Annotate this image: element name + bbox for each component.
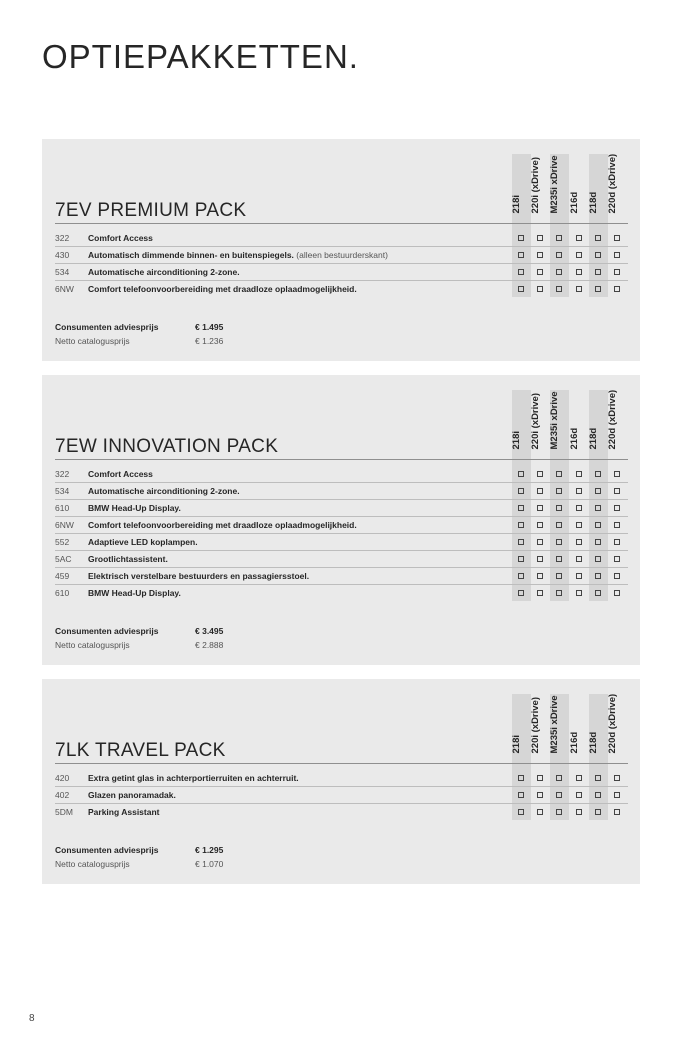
checkbox-icon [614, 235, 620, 241]
checkbox-icon [556, 286, 562, 292]
option-code: 5DM [55, 807, 73, 817]
column-header-216d: 216d [568, 191, 580, 214]
option-code: 322 [55, 469, 70, 479]
checkbox-icon [614, 505, 620, 511]
checkbox-icon [537, 573, 543, 579]
column-header-218i: 218i [510, 735, 522, 754]
checkbox-icon [595, 792, 601, 798]
option-row [55, 787, 628, 804]
checkbox-icon [595, 505, 601, 511]
consumer-price-label: Consumenten adviesprijs [55, 845, 159, 855]
checkbox-icon [537, 505, 543, 511]
option-description: BMW Head-Up Display. [88, 503, 181, 513]
checkbox-icon [614, 590, 620, 596]
checkbox-icon [576, 505, 582, 511]
checkbox-icon [576, 556, 582, 562]
option-code: 322 [55, 233, 70, 243]
checkbox-icon [537, 235, 543, 241]
checkbox-icon [595, 573, 601, 579]
option-row [55, 466, 628, 483]
checkbox-icon [518, 556, 524, 562]
column-header-216d: 216d [568, 731, 580, 754]
option-description: Extra getint glas in achterportierruiten en achterruit. [88, 773, 299, 783]
option-code: 610 [55, 588, 70, 598]
option-row [55, 230, 628, 247]
checkbox-icon [537, 556, 543, 562]
checkbox-icon [614, 286, 620, 292]
column-header-218i: 218i [510, 195, 522, 214]
option-code: 534 [55, 486, 70, 496]
checkbox-icon [614, 488, 620, 494]
checkbox-icon [518, 809, 524, 815]
pack-title: 7LK TRAVEL PACK [55, 740, 226, 761]
checkbox-icon [537, 488, 543, 494]
option-row [55, 247, 628, 264]
checkbox-icon [595, 590, 601, 596]
option-code: 430 [55, 250, 70, 260]
checkbox-icon [576, 252, 582, 258]
checkbox-icon [595, 488, 601, 494]
net-price-label: Netto catalogusprijs [55, 336, 130, 346]
option-code: 534 [55, 267, 70, 277]
checkbox-icon [518, 269, 524, 275]
column-header-m235i: M235i xDrive [548, 391, 560, 450]
checkbox-icon [537, 792, 543, 798]
checkbox-icon [576, 471, 582, 477]
checkbox-icon [537, 522, 543, 528]
checkbox-icon [537, 590, 543, 596]
checkbox-icon [518, 522, 524, 528]
checkbox-icon [556, 590, 562, 596]
option-note: (alleen bestuurderskant) [296, 250, 388, 260]
option-row [55, 483, 628, 500]
column-header-216d: 216d [568, 427, 580, 450]
checkbox-icon [576, 488, 582, 494]
checkbox-icon [518, 471, 524, 477]
checkbox-icon [518, 488, 524, 494]
page-title: OPTIEPAKKETTEN. [42, 38, 359, 75]
option-row [55, 804, 628, 821]
option-description: Comfort Access [88, 233, 153, 243]
checkbox-icon [576, 792, 582, 798]
checkbox-icon [576, 269, 582, 275]
column-header-220d: 220d (xDrive) [606, 153, 618, 214]
checkbox-icon [537, 252, 543, 258]
option-code: 6NW [55, 520, 74, 530]
checkbox-icon [595, 235, 601, 241]
consumer-price: € 1.295 [195, 845, 224, 855]
checkbox-icon [614, 252, 620, 258]
consumer-price-label: Consumenten adviesprijs [55, 626, 159, 636]
checkbox-icon [614, 539, 620, 545]
checkbox-icon [556, 235, 562, 241]
checkbox-icon [537, 286, 543, 292]
checkbox-icon [518, 235, 524, 241]
option-code: 6NW [55, 284, 74, 294]
column-header-m235i: M235i xDrive [548, 695, 560, 754]
checkbox-icon [537, 775, 543, 781]
consumer-price: € 3.495 [195, 626, 224, 636]
checkbox-icon [595, 809, 601, 815]
option-row [55, 585, 628, 602]
option-description: Comfort telefoonvoorbereiding met draadloze oplaadmogelijkheid. [88, 520, 357, 530]
column-header-220d: 220d (xDrive) [606, 693, 618, 754]
checkbox-icon [576, 522, 582, 528]
checkbox-icon [518, 792, 524, 798]
option-row [55, 517, 628, 534]
option-code: 552 [55, 537, 70, 547]
checkbox-icon [518, 505, 524, 511]
option-description: Adaptieve LED koplampen. [88, 537, 198, 547]
consumer-price-label: Consumenten adviesprijs [55, 322, 159, 332]
net-price-label: Netto catalogusprijs [55, 640, 130, 650]
option-description: Grootlichtassistent. [88, 554, 168, 564]
pack-title: 7EW INNOVATION PACK [55, 436, 279, 457]
option-row [55, 770, 628, 787]
option-description: Automatische airconditioning 2-zone. [88, 267, 240, 277]
column-header-218i: 218i [510, 431, 522, 450]
checkbox-icon [614, 775, 620, 781]
checkbox-icon [576, 573, 582, 579]
pack-premium [42, 139, 640, 361]
checkbox-icon [576, 590, 582, 596]
checkbox-icon [556, 809, 562, 815]
checkbox-icon [614, 269, 620, 275]
option-row [55, 264, 628, 281]
checkbox-icon [556, 539, 562, 545]
option-description: Comfort Access [88, 469, 153, 479]
column-header-220i: 220i (xDrive) [529, 392, 541, 450]
checkbox-icon [614, 522, 620, 528]
checkbox-icon [556, 505, 562, 511]
title-divider [55, 223, 628, 224]
option-row [55, 568, 628, 585]
checkbox-icon [614, 792, 620, 798]
page-number: 8 [29, 1013, 35, 1024]
option-row [55, 500, 628, 517]
option-code: 5AC [55, 554, 72, 564]
checkbox-icon [614, 573, 620, 579]
net-price: € 1.236 [195, 336, 224, 346]
column-header-218d: 218d [587, 427, 599, 450]
option-description: Automatische airconditioning 2-zone. [88, 486, 240, 496]
checkbox-icon [595, 286, 601, 292]
checkbox-icon [537, 809, 543, 815]
checkbox-icon [576, 809, 582, 815]
checkbox-icon [595, 775, 601, 781]
column-header-m235i: M235i xDrive [548, 155, 560, 214]
option-description: Comfort telefoonvoorbereiding met draadloze oplaadmogelijkheid. [88, 284, 357, 294]
option-code: 459 [55, 571, 70, 581]
checkbox-icon [556, 252, 562, 258]
checkbox-icon [576, 286, 582, 292]
checkbox-icon [614, 471, 620, 477]
checkbox-icon [556, 573, 562, 579]
checkbox-icon [576, 235, 582, 241]
checkbox-icon [518, 573, 524, 579]
checkbox-icon [556, 471, 562, 477]
net-price: € 1.070 [195, 859, 224, 869]
title-divider [55, 763, 628, 764]
checkbox-icon [556, 488, 562, 494]
consumer-price: € 1.495 [195, 322, 224, 332]
checkbox-icon [537, 269, 543, 275]
checkbox-icon [595, 471, 601, 477]
option-description: Elektrisch verstelbare bestuurders en passagiersstoel. [88, 571, 310, 581]
option-description: Parking Assistant [88, 807, 160, 817]
checkbox-icon [614, 809, 620, 815]
checkbox-icon [556, 556, 562, 562]
checkbox-icon [595, 539, 601, 545]
checkbox-icon [595, 269, 601, 275]
checkbox-icon [537, 471, 543, 477]
checkbox-icon [556, 269, 562, 275]
checkbox-icon [518, 252, 524, 258]
checkbox-icon [576, 775, 582, 781]
option-code: 610 [55, 503, 70, 513]
option-description: BMW Head-Up Display. [88, 588, 181, 598]
option-description: Automatisch dimmende binnen- en buitenspiegels. (alleen bestuurderskant) [88, 250, 388, 260]
option-row [55, 281, 628, 298]
column-header-218d: 218d [587, 731, 599, 754]
checkbox-icon [595, 252, 601, 258]
checkbox-icon [595, 556, 601, 562]
checkbox-icon [556, 792, 562, 798]
column-header-220d: 220d (xDrive) [606, 389, 618, 450]
net-price-label: Netto catalogusprijs [55, 859, 130, 869]
checkbox-icon [518, 590, 524, 596]
pack-travel [42, 679, 640, 884]
checkbox-icon [518, 286, 524, 292]
net-price: € 2.888 [195, 640, 224, 650]
checkbox-icon [556, 522, 562, 528]
checkbox-icon [576, 539, 582, 545]
option-code: 420 [55, 773, 70, 783]
checkbox-icon [518, 775, 524, 781]
pack-title: 7EV PREMIUM PACK [55, 200, 247, 221]
checkbox-icon [537, 539, 543, 545]
column-header-220i: 220i (xDrive) [529, 156, 541, 214]
checkbox-icon [595, 522, 601, 528]
checkbox-icon [556, 775, 562, 781]
option-row [55, 551, 628, 568]
option-row [55, 534, 628, 551]
column-header-220i: 220i (xDrive) [529, 696, 541, 754]
column-header-218d: 218d [587, 191, 599, 214]
title-divider [55, 459, 628, 460]
checkbox-icon [518, 539, 524, 545]
pack-innovation [42, 375, 640, 665]
option-code: 402 [55, 790, 70, 800]
checkbox-icon [614, 556, 620, 562]
option-description: Glazen panoramadak. [88, 790, 176, 800]
